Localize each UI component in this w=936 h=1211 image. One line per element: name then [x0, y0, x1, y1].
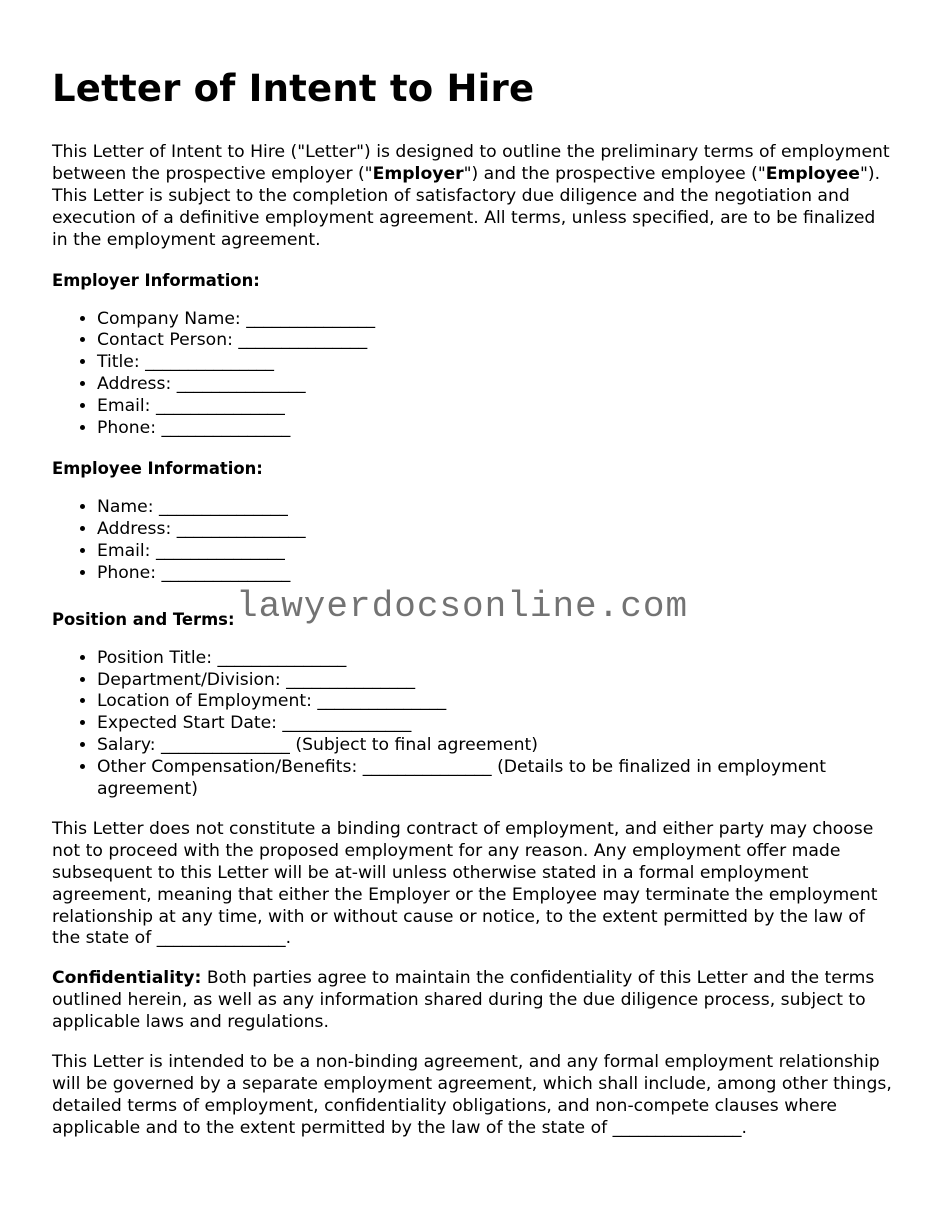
intro-text-1: This Letter of Intent to Hire ("Letter") is designed to outline the preliminary terms of employment between the prospective employer (" — [52, 142, 890, 184]
list-item: • Company Name: _______________ — [97, 309, 892, 331]
confidentiality-paragraph — [52, 968, 892, 1034]
confidentiality-label: Confidentiality: — [52, 968, 202, 989]
position-terms-list — [52, 648, 892, 801]
list-item: • Address: _______________ — [97, 374, 892, 396]
list-item: • Email: _______________ — [97, 396, 892, 418]
intro-paragraph — [52, 142, 892, 252]
list-item: • Expected Start Date: _______________ — [97, 713, 892, 735]
watermark: lawyerdocsonline.com — [236, 586, 689, 627]
intro-text-2: ") and the prospective employee (" — [463, 163, 766, 184]
list-item: • Phone: _______________ — [97, 418, 892, 440]
confidentiality-text: Both parties agree to maintain the confidentiality of this Letter and the terms outlined herein, as well as any information shared during the due diligence process, subject to applicable laws and regulations. — [52, 968, 875, 1033]
closing-paragraph: This Letter is intended to be a non-binding agreement, and any formal employment relationship will be governed by a separate employment agreement, which shall include, among other things, detailed terms of employment, confidentiality obligations, and non-compete clauses where applicable and to the extent permitted by the law of the state of _______________. — [52, 1052, 892, 1138]
binding-paragraph: This Letter does not constitute a binding contract of employment, and either party may choose not to proceed with the proposed employment for any reason. Any employment offer made subsequent to this Letter will be at-will unless otherwise stated in a formal employment agreement, meaning that either the Employer or the Employee may terminate the employment relationship at any time, with or without cause or notice, to the extent permitted by the law of the state of _______________. — [52, 818, 878, 949]
employee-info-heading: Employee Information: — [52, 458, 263, 478]
list-item: • Email: _______________ — [97, 541, 892, 563]
list-item: • Location of Employment: _______________ — [97, 691, 892, 713]
intro-text-3: "). This Letter is subject to the completion of satisfactory due diligence and the negotiation and execution of a definitive employment agreement. All terms, unless specified, are to be finalized in the employment agreement. — [52, 163, 881, 250]
list-item: • Name: _______________ — [97, 497, 892, 519]
list-item: • Phone: _______________ — [97, 563, 892, 585]
document-title: Letter of Intent to Hire — [52, 67, 535, 110]
list-item: • Salary: _______________ (Subject to final agreement) — [97, 735, 892, 757]
list-item: • Title: _______________ — [97, 352, 892, 374]
list-item: • Address: _______________ — [97, 519, 892, 541]
employer-info-list — [52, 309, 892, 440]
list-item: • Contact Person: _______________ — [97, 330, 892, 352]
employer-info-heading: Employer Information: — [52, 270, 260, 290]
intro-employer-term: Employer — [372, 163, 464, 184]
position-terms-heading: Position and Terms: — [52, 609, 235, 629]
list-item: • Other Compensation/Benefits: _______________ (Details to be finalized in employment agreement) — [97, 757, 892, 801]
list-item: • Position Title: _______________ — [97, 648, 892, 670]
document-page — [52, 0, 892, 1140]
employee-info-list — [52, 497, 892, 585]
intro-employee-term: Employee — [765, 163, 860, 184]
list-item: • Department/Division: _______________ — [97, 670, 892, 692]
